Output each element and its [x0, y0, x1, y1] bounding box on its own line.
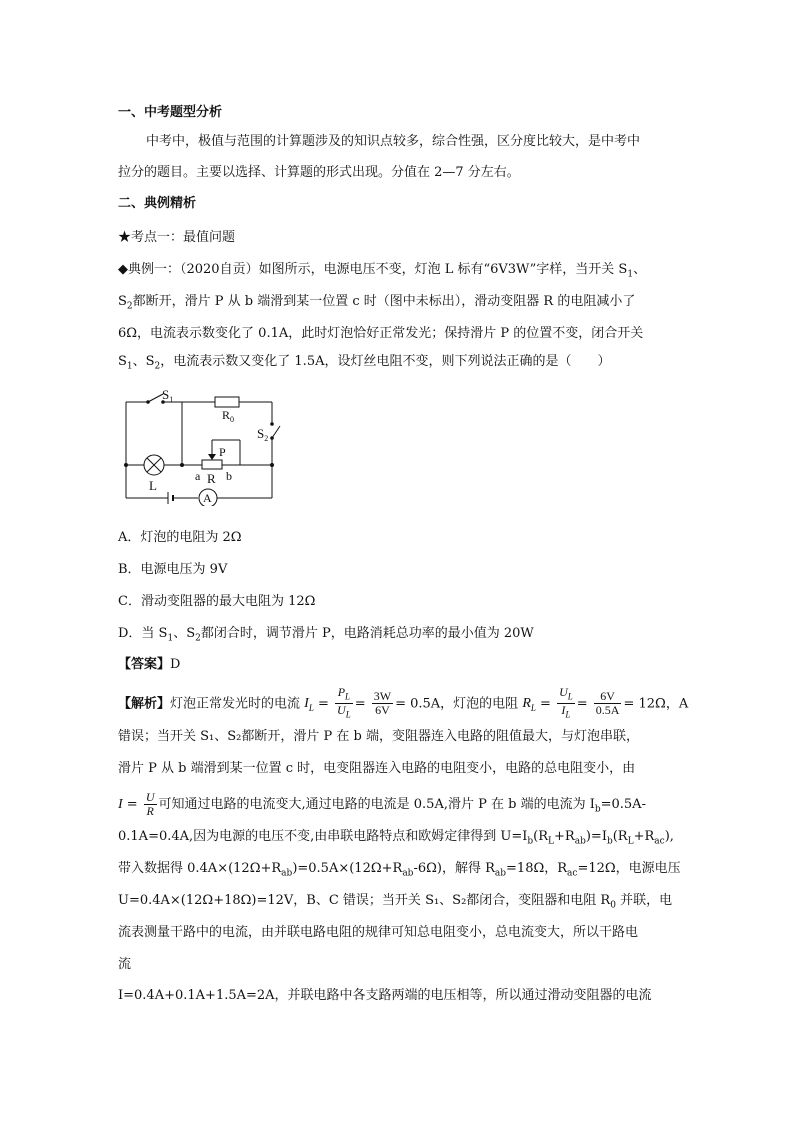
label-b: b [226, 469, 232, 483]
junction [124, 463, 128, 467]
rheostat-r [202, 460, 222, 469]
option-d: D．当 $S_1$、$S_2$都闭合时，调节滑片 P，电路消耗总功率的最小值为 20W [118, 626, 534, 644]
label-ammeter: A [203, 491, 212, 505]
node [270, 436, 274, 440]
analysis-line-5: 0.1A=0.4A,因为电源的电压不变,由串联电路特点和欧姆定律得到 $U=I_b(R_L+R_{ab})=I_b(R_L+R_{ac})$, [118, 829, 674, 847]
fraction-ul-il: $\frac{U_L}{I_L}$ [559, 685, 573, 720]
intro-paragraph-line-2: 拉分的题目。主要以选择、计算题的形式出现。分值在 2—7 分左右。 [118, 165, 520, 180]
junction [180, 463, 184, 467]
fraction-u-r: $\frac{U}{R}$ [145, 790, 155, 818]
answer-value: D [170, 657, 181, 672]
switch-s1-blade [148, 394, 163, 402]
resistor-r0 [215, 397, 239, 407]
question-line-3: 6Ω，电流表示数变化了 0.1A，此时灯泡恰好正常发光；保持滑片 P 的位置不变，闭合开关 [118, 326, 644, 341]
label-r0: $R_0$ [222, 408, 235, 424]
node [146, 400, 150, 404]
label-a: a [195, 469, 201, 483]
label-l: L [149, 478, 157, 493]
circuit-diagram [118, 386, 288, 506]
fraction-3w-6v: $\frac{3W}{6V}$ [373, 689, 392, 718]
question-line-1: ◆典例一：（2020自贡）如图所示，电源电压不变，灯泡 L 标有“6V3W”字样，当开关 $S_1$、 [118, 262, 647, 280]
label-s2: $S_2$ [257, 426, 269, 443]
analysis-line-4: I = $\frac{U}{R}$ 可知通过电路的电流变大,通过电路的电流是 0.5A,滑片 P 在 b 端的电流为 $I_b=0.5A-$ [118, 790, 646, 818]
topic-heading: ★考点一：最值问题 [118, 230, 236, 245]
label-s1: $S_1$ [162, 387, 174, 404]
analysis-line-8: 流表测量干路中的电流，由并联电路电阻的规律可知总电阻变小，总电流变大，所以干路电 [118, 925, 639, 940]
junction [270, 463, 274, 467]
switch-s2-blade [272, 426, 280, 438]
node [270, 422, 274, 426]
intro-paragraph-line-1: 中考中，极值与范围的计算题涉及的知识点较多，综合性强，区分度比较大，是中考中 [146, 134, 641, 149]
analysis-line-10: I=0.4A+0.1A+1.5A=2A，并联电路中各支路两端的电压相等，所以通过滑动变阻器的电流 [118, 988, 652, 1003]
fraction-pl-ul: $\frac{P_L}{U_L}$ [337, 685, 351, 720]
analysis-line-1: 【解析】灯泡正常发光时的电流 $I_L$ = $\frac{P_L}{U_L}$ = $\frac{3W}{6V}$ = 0.5A，灯泡的电阻 $R_L$ = $\frac{U_L}{I_L}$ = $\frac{6V}{0.5A}$ = 12Ω，A [118, 685, 689, 720]
fraction-6v-05a: $\frac{6V}{0.5A}$ [595, 689, 620, 718]
section-title-1: 一、中考题型分析 [118, 105, 223, 120]
analysis-line-9: 流 [118, 957, 132, 972]
analysis-line-3: 滑片 P 从 b 端滑到某一位置 c 时，电变阻器连入电路的电阻变小，电路的总电阻变小，由 [118, 761, 636, 776]
option-a: A．灯泡的电阻为 2Ω [118, 530, 242, 545]
question-line-4: $S_1$、$S_2$，电流表示数又变化了 1.5A，设灯丝电阻不变，则下列说法正确的是（ ） [118, 354, 611, 372]
section-title-2: 二、典例精析 [118, 196, 197, 211]
analysis-line-7: U=0.4A×(12Ω+18Ω)=12V，B、C 错误；当开关 S₁、S₂都闭合，变阻器和电阻 $R_0$ 并联，电 [118, 893, 673, 911]
label-r: R [207, 471, 216, 486]
question-line-2: $S_2$都断开，滑片 P 从 b 端滑到某一位置 c 时（图中未标出），滑动变阻器 R 的电阻减小了 [118, 294, 636, 312]
label-p: P [219, 445, 226, 459]
option-c: C．滑动变阻器的最大电阻为 12Ω [118, 594, 316, 609]
analysis-line-2: 错误；当开关 S₁、S₂都断开，滑片 P 在 b 端，变阻器连入电路的阻值最大，与灯泡串联， [118, 729, 639, 744]
answer-line: 【答案】D [118, 657, 181, 672]
option-b: B．电源电压为 9V [118, 562, 228, 577]
analysis-line-6: 带入数据得 $0.4A\times(12\Omega+R_{ab})=0.5A\times(12\Omega+R_{ab}-6\Omega)$，解得 $R_{ab}=18\Omega$，$R_{ac}=12\Omega$，电源电压 [118, 861, 681, 879]
slider-arrow [208, 454, 216, 460]
